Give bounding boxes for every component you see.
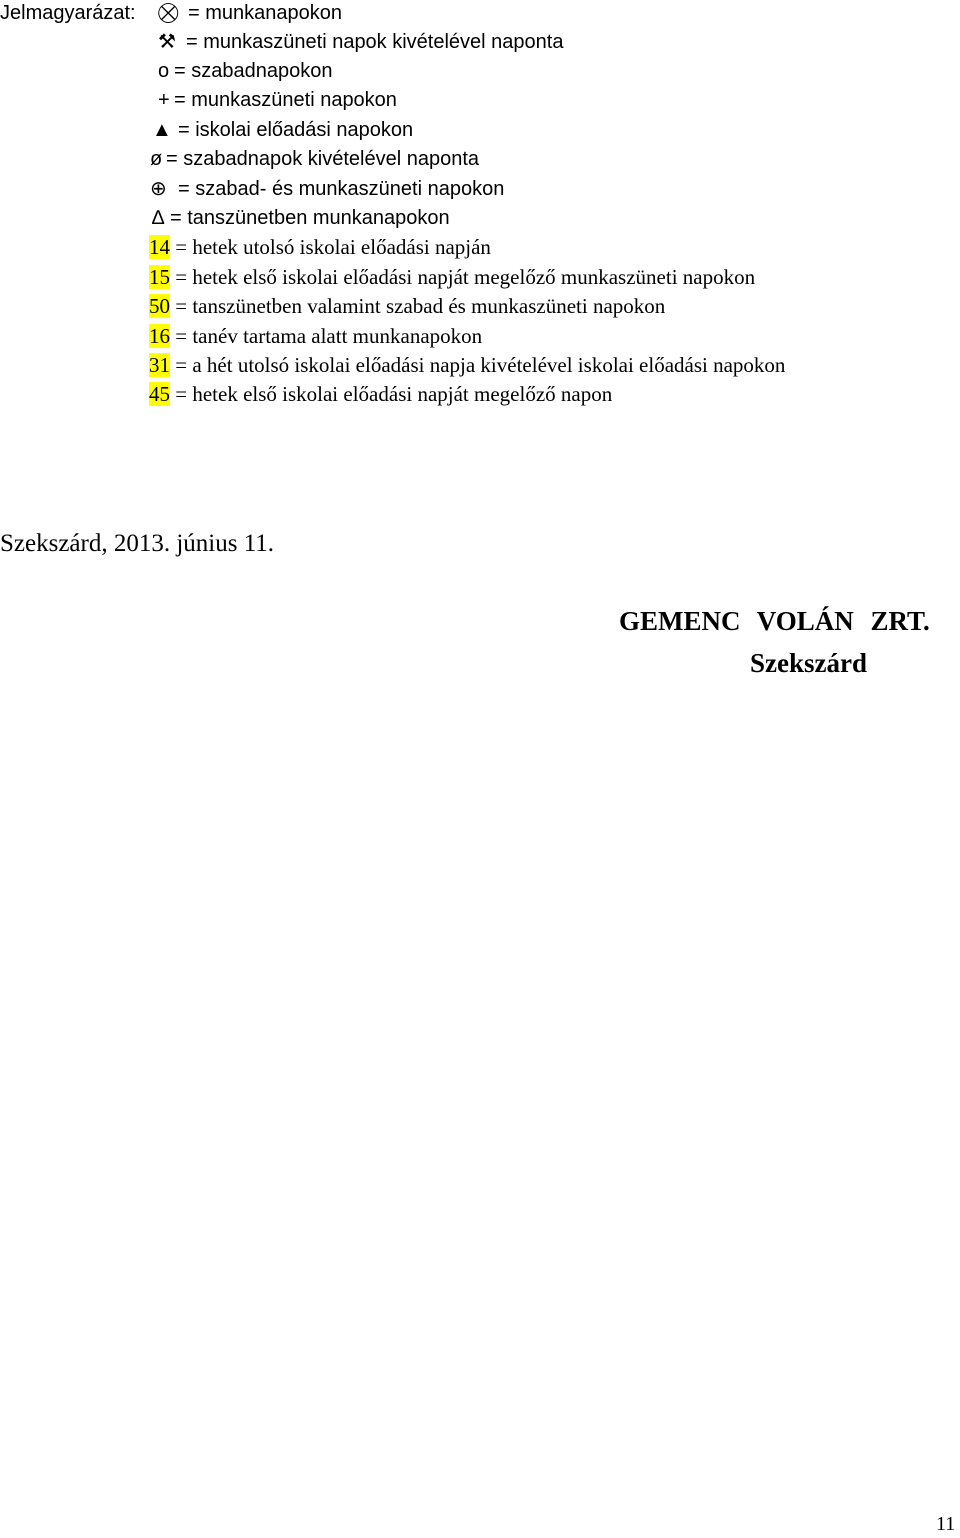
- page-number: 11: [936, 1513, 956, 1535]
- place-and-date: Szekszárd, 2013. június 11.: [0, 530, 275, 557]
- legend-item-text: = munkanapokon: [188, 2, 343, 24]
- legend-item-14: [149, 234, 491, 260]
- legend-item-text: = hetek első iskolai előadási napját megelőző munkaszüneti napokon: [175, 265, 756, 289]
- legend-item-text: = a hét utolsó iskolai előadási napja kivételével iskolai előadási napokon: [175, 353, 786, 377]
- legend-item-text: = tanszünetben munkanapokon: [170, 207, 450, 229]
- legend-item-workdays: [158, 0, 342, 26]
- footnote-code: 45: [149, 382, 170, 406]
- delta-icon: ∆: [152, 207, 165, 229]
- footnote-code: 50: [149, 294, 170, 318]
- company-city: Szekszárd: [750, 648, 867, 678]
- legend-item-50: [149, 293, 665, 319]
- triangle-up-icon: ▲: [152, 119, 172, 141]
- legend-item-text: = munkaszüneti napok kivételével naponta: [186, 31, 564, 53]
- legend-item-except-saturdays: [150, 146, 479, 172]
- plus-icon: +: [158, 89, 170, 111]
- legend-item-15: [149, 264, 755, 290]
- legend-item-text: = iskolai előadási napokon: [178, 119, 414, 141]
- slashed-o-icon: ø: [150, 148, 163, 170]
- footnote-code: 14: [149, 235, 170, 259]
- legend-item-text: = szabadnapok kivételével naponta: [166, 148, 480, 170]
- legend-item-except-holidays: [158, 29, 563, 55]
- footnote-code: 31: [149, 353, 170, 377]
- legend-item-text: = tanszünetben valamint szabad és munkaszüneti napokon: [175, 294, 666, 318]
- legend-item-45: [149, 381, 612, 407]
- legend-item-text: = hetek első iskolai előadási napját megelőző napon: [175, 382, 613, 406]
- legend-item-text: = tanév tartama alatt munkanapokon: [175, 324, 483, 348]
- legend-item-school-break: [152, 205, 450, 231]
- legend-item-text: = szabadnapokon: [174, 60, 333, 82]
- legend-item-text: = munkaszüneti napokon: [174, 89, 397, 111]
- company-name: GEMENC VOLÁN ZRT.: [619, 606, 930, 636]
- legend-item-saturdays: [158, 58, 332, 84]
- footnote-code: 16: [149, 324, 170, 348]
- legend-title: Jelmagyarázat:: [0, 2, 136, 24]
- circle-o-icon: o: [158, 60, 170, 82]
- circled-plus-icon: ⊕: [150, 178, 167, 200]
- legend-item-text: = szabad- és munkaszüneti napokon: [178, 178, 505, 200]
- legend-item-text: = hetek utolsó iskolai előadási napján: [175, 235, 491, 259]
- hammer-pick-icon: ⚒: [158, 31, 176, 53]
- legend-item-school-days: [152, 117, 413, 143]
- legend-item-holidays: [158, 87, 397, 113]
- legend-item-weekends-holidays: [150, 176, 504, 202]
- workday-icon: ⛒: [158, 2, 179, 24]
- legend-item-31: [149, 352, 785, 378]
- footnote-code: 15: [149, 265, 170, 289]
- legend-item-16: [149, 323, 482, 349]
